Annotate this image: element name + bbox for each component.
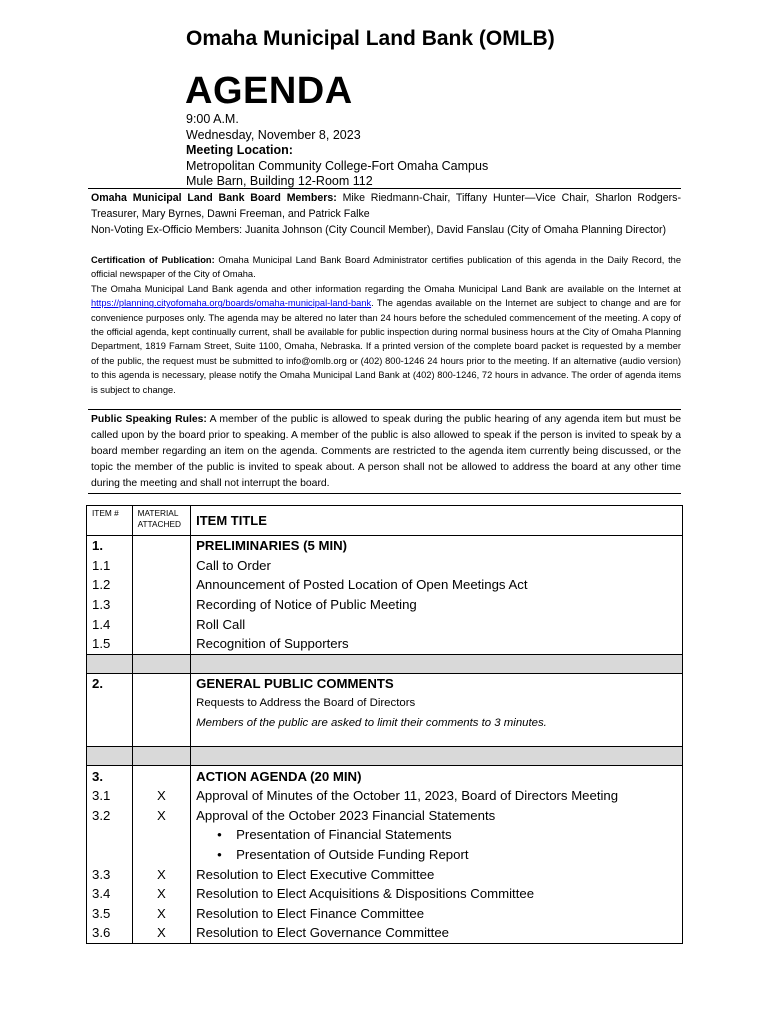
table-row <box>87 713 683 733</box>
table-row <box>87 575 683 595</box>
item-title: Recording of Notice of Public Meeting <box>191 595 683 615</box>
item-title: Resolution to Elect Acquisitions & Dispositions Committee <box>191 884 683 904</box>
item-title: Resolution to Elect Finance Committee <box>191 904 683 924</box>
item-title: Approval of the October 2023 Financial Statements <box>191 806 683 826</box>
table-row <box>87 693 683 713</box>
non-voting-members: Non-Voting Ex-Officio Members: Juanita Johnson (City Council Member), David Fanslau (City of Omaha Planning Director) <box>91 224 667 236</box>
item-number: 3.1 <box>87 786 133 806</box>
item-title: Recognition of Supporters <box>191 634 683 654</box>
section-title: PRELIMINARIES (5 MIN) <box>191 536 683 556</box>
speaking-label: Public Speaking Rules: <box>91 414 207 425</box>
material-mark: X <box>132 884 191 904</box>
col-header-title: ITEM TITLE <box>191 506 683 536</box>
item-number: 1.3 <box>87 595 133 615</box>
bullet-item: • Presentation of Financial Statements <box>191 825 683 845</box>
table-row <box>87 864 683 884</box>
location-line-2: Mule Barn, Building 12-Room 112 <box>186 174 373 189</box>
members-text: Mike Riedmann-Chair, Tiffany Hunter—Vice Chair, Sharlon Rodgers-Treasurer, Mary Byrnes, Dawni Freeman, and Patrick Falke <box>91 192 681 220</box>
organization-title: Omaha Municipal Land Bank (OMLB) <box>186 27 555 50</box>
item-number: 3.4 <box>87 884 133 904</box>
item-title: Roll Call <box>191 614 683 634</box>
public-speaking-rules <box>91 412 681 492</box>
material-mark: X <box>132 786 191 806</box>
item-note: Members of the public are asked to limit their comments to 3 minutes. <box>191 713 683 733</box>
section-number: 1. <box>87 536 133 556</box>
item-title: Resolution to Elect Executive Committee <box>191 864 683 884</box>
item-number: 1.2 <box>87 575 133 595</box>
item-title: Approval of Minutes of the October 11, 2023, Board of Directors Meeting <box>191 786 683 806</box>
item-title: Resolution to Elect Governance Committee <box>191 923 683 943</box>
section-number: 3. <box>87 766 133 786</box>
speaking-text: A member of the public is allowed to speak during the public hearing of any agenda item but must be called upon by the board prior to speaking. A member of the public is also allowed to speak if the person is invited to speak by a board member regarding an item on the agenda. Comments are restricted to the agenda item currently being discussed, or the topic the member of the public is invited to speak about. A person shall not be allowed to address the board at any other time during the meeting and shall not interrupt the board. <box>91 414 681 489</box>
material-mark: X <box>132 864 191 884</box>
table-header-row <box>87 506 683 536</box>
item-number: 1.5 <box>87 634 133 654</box>
table-row <box>87 923 683 943</box>
table-row <box>87 825 683 845</box>
location-label: Meeting Location: <box>186 143 293 158</box>
certification-paragraph <box>91 253 681 397</box>
divider <box>88 493 681 494</box>
board-members-paragraph <box>91 190 681 238</box>
table-row <box>87 634 683 654</box>
item-number: 3.3 <box>87 864 133 884</box>
item-title: Requests to Address the Board of Directors <box>191 693 683 713</box>
item-number: 3.5 <box>87 904 133 924</box>
col-header-material-2: ATTACHED <box>137 519 182 529</box>
col-header-material-1: MATERIAL <box>137 508 179 518</box>
table-row <box>87 786 683 806</box>
item-title: Announcement of Posted Location of Open Meetings Act <box>191 575 683 595</box>
availability-paragraph <box>91 282 681 397</box>
spacer-row <box>87 732 683 747</box>
meeting-date: Wednesday, November 8, 2023 <box>186 127 361 142</box>
table-row <box>87 556 683 576</box>
table-row <box>87 595 683 615</box>
location-line-1: Metropolitan Community College-Fort Omaha Campus <box>186 158 489 173</box>
table-row <box>87 904 683 924</box>
availability-text: The Omaha Municipal Land Bank agenda and other information regarding the Omaha Municipal Land Bank are available on the Internet at <box>91 283 681 294</box>
divider <box>88 409 681 410</box>
section-title: GENERAL PUBLIC COMMENTS <box>191 673 683 693</box>
section-separator-row <box>87 747 683 766</box>
material-mark: X <box>132 904 191 924</box>
item-number: 1.1 <box>87 556 133 576</box>
table-row <box>87 536 683 556</box>
material-mark: X <box>132 923 191 943</box>
item-number: 1.4 <box>87 614 133 634</box>
table-row <box>87 884 683 904</box>
members-label: Omaha Municipal Land Bank Board Members: <box>91 192 337 204</box>
table-row <box>87 766 683 786</box>
certification-text: Omaha Municipal Land Bank Board Administrator certifies publication of this agenda in the Daily Record, the official newspaper of the City of Omaha. <box>91 255 681 280</box>
item-title: Call to Order <box>191 556 683 576</box>
table-row <box>87 806 683 826</box>
availability-text-cont: . The agendas available on the Internet are subject to change and are for convenience purposes only. The agenda may be altered no later than 24 hours before the scheduled commencement of the meeting. A copy of the official agenda, kept continually current, shall be available for public inspection during normal business hours at the City of Omaha Planning Department, 1819 Farnam Street, Suite 1100, Omaha, Nebraska. If a printed version of the complete board packet is requested by a member of the public, the request must be submitted to info@omlb.org or (402) 800-1246 24 hours prior to the meeting. If an alternative (audio version) to this agenda is necessary, please notify the Omaha Municipal Land Bank at (402) 800-1246, 72 hours in advance. The order of agenda items is subject to change. <box>91 298 681 395</box>
item-number: 3.6 <box>87 923 133 943</box>
agenda-heading: AGENDA <box>185 70 353 112</box>
table-row <box>87 673 683 693</box>
meeting-details <box>186 112 488 190</box>
section-title: ACTION AGENDA (20 MIN) <box>191 766 683 786</box>
col-header-material <box>132 506 191 536</box>
col-header-item: ITEM # <box>87 506 133 536</box>
table-row <box>87 614 683 634</box>
website-link[interactable]: https://planning.cityofomaha.org/boards/omaha-municipal-land-bank <box>91 298 372 309</box>
section-separator-row <box>87 654 683 673</box>
item-number: 3.2 <box>87 806 133 826</box>
agenda-table <box>86 505 683 944</box>
section-number: 2. <box>87 673 133 693</box>
table-row <box>87 845 683 865</box>
certification-label: Certification of Publication: <box>91 255 215 265</box>
meeting-time: 9:00 A.M. <box>186 112 239 126</box>
bullet-item: • Presentation of Outside Funding Report <box>191 845 683 865</box>
divider <box>88 188 681 189</box>
material-mark: X <box>132 806 191 826</box>
